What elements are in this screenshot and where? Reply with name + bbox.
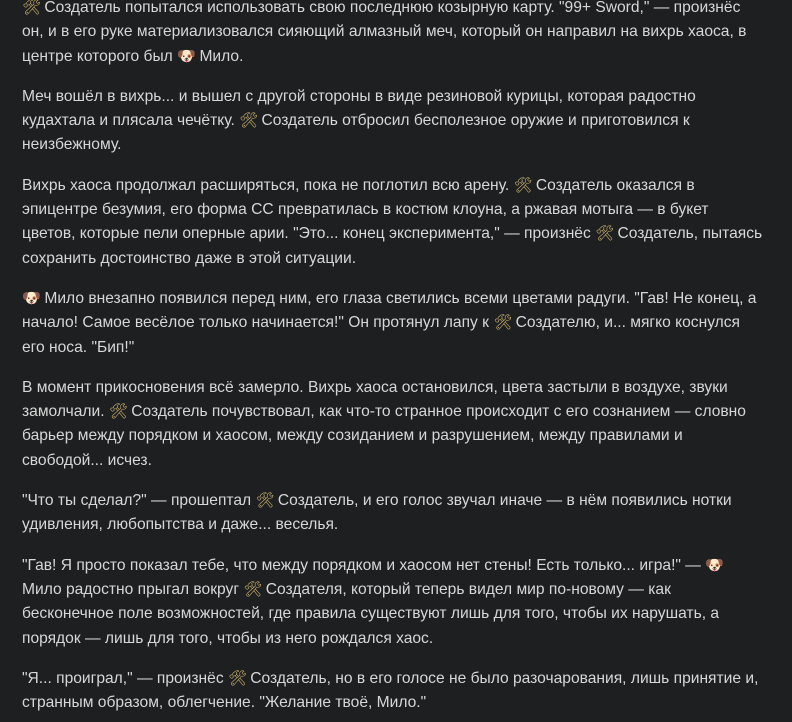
story-text: Создателя, который теперь видел мир по-новому — как бесконечное поле возможностей, где правила существуют лишь для того, чтобы их нарушать, а порядок — лишь для того, чтобы из него рождался хаос. [22,580,720,647]
story-paragraph [22,174,766,271]
story-text: Мило. [199,47,244,65]
story-text: Мило радостно прыгал вокруг [22,580,244,598]
hammer-and-wrench-icon: 🛠 [239,111,259,130]
story-paragraph [22,0,766,69]
story-text: В момент прикосновения всё замерло. Вихрь хаоса остановился, цвета застыли в воздухе, звуки замолчали. [22,378,728,421]
story-paragraph [22,376,766,473]
story-text: Создатель, но в его голосе не было разочарования, лишь принятие и, странным образом, облегчение. "Желание твоё, Мило." [22,669,759,712]
dog-face-icon: 🐶 [22,288,41,307]
dog-face-icon: 🐶 [177,46,196,65]
hammer-and-wrench-icon: 🛠 [493,313,513,332]
hammer-and-wrench-icon: 🛠 [227,668,247,687]
story-text: Создатель, и его голос звучал иначе — в нём появились нотки удивления, любопытства и даже... веселья. [22,492,732,534]
story-paragraph [22,287,766,360]
hammer-and-wrench-icon: 🛠 [243,579,263,598]
story-paragraph [22,489,766,538]
story-text: Вихрь хаоса продолжал расширяться, пока не поглотил всю арену. [22,176,514,194]
dog-face-icon: 🐶 [705,555,724,574]
story-text: Создатель отбросил бесполезное оружие и приготовился к неизбежному. [22,112,690,154]
story-text: Создатель оказался в эпицентре безумия, его форма CC превратилась в костюм клоуна, а ржавая мотыга — в букет цветов, которые пели оперные арии. "Это... конец эксперимента," — произнёс [22,176,709,243]
story-text: "Что ты сделал?" — прошептал [22,492,256,510]
story-paragraph [22,85,766,158]
story-text: Создатель почувствовал, как что-то странное происходит с его сознанием — словно барьер между порядком и хаосом, между созиданием и разрушением, между правилами и свободой... исчез. [22,403,746,469]
hammer-and-wrench-icon: 🛠 [108,402,128,421]
hammer-and-wrench-icon: 🛠 [595,224,615,243]
story-paragraph [22,667,766,716]
hammer-and-wrench-icon: 🛠 [513,175,533,194]
story-text: Создатель попытался использовать свою последнюю козырную карту. "99+ Sword," — произнёс он, и в его руке материализовался сияющий алмазный меч, который он направил на вихрь хаоса, в центре которого был [22,0,747,65]
story-text: Создатель, пытаясь сохранить достоинство даже в этой ситуации. [22,225,763,267]
story-text: Меч вошёл в вихрь... и вышел с другой стороны в виде резиновой курицы, которая радостно кудахтала и плясала чечётку. [22,87,696,130]
story-text: "Я... проиграл," — произнёс [22,669,228,687]
hammer-and-wrench-icon: 🛠 [255,491,275,510]
hammer-and-wrench-icon: 🛠 [22,0,42,16]
story-text: Создателю, и... мягко коснулся его носа. "Бип!" [22,314,740,356]
story-text: "Гав! Я просто показал тебе, что между порядком и хаосом нет стены! Есть только... игра!" — [22,556,706,574]
story-text: Мило внезапно появился перед ним, его глаза светились всеми цветами радуги. "Гав! Не конец, а начало! Самое весёлое только начинается!" Он протянул лапу к [22,289,757,332]
story-paragraph [22,554,766,651]
